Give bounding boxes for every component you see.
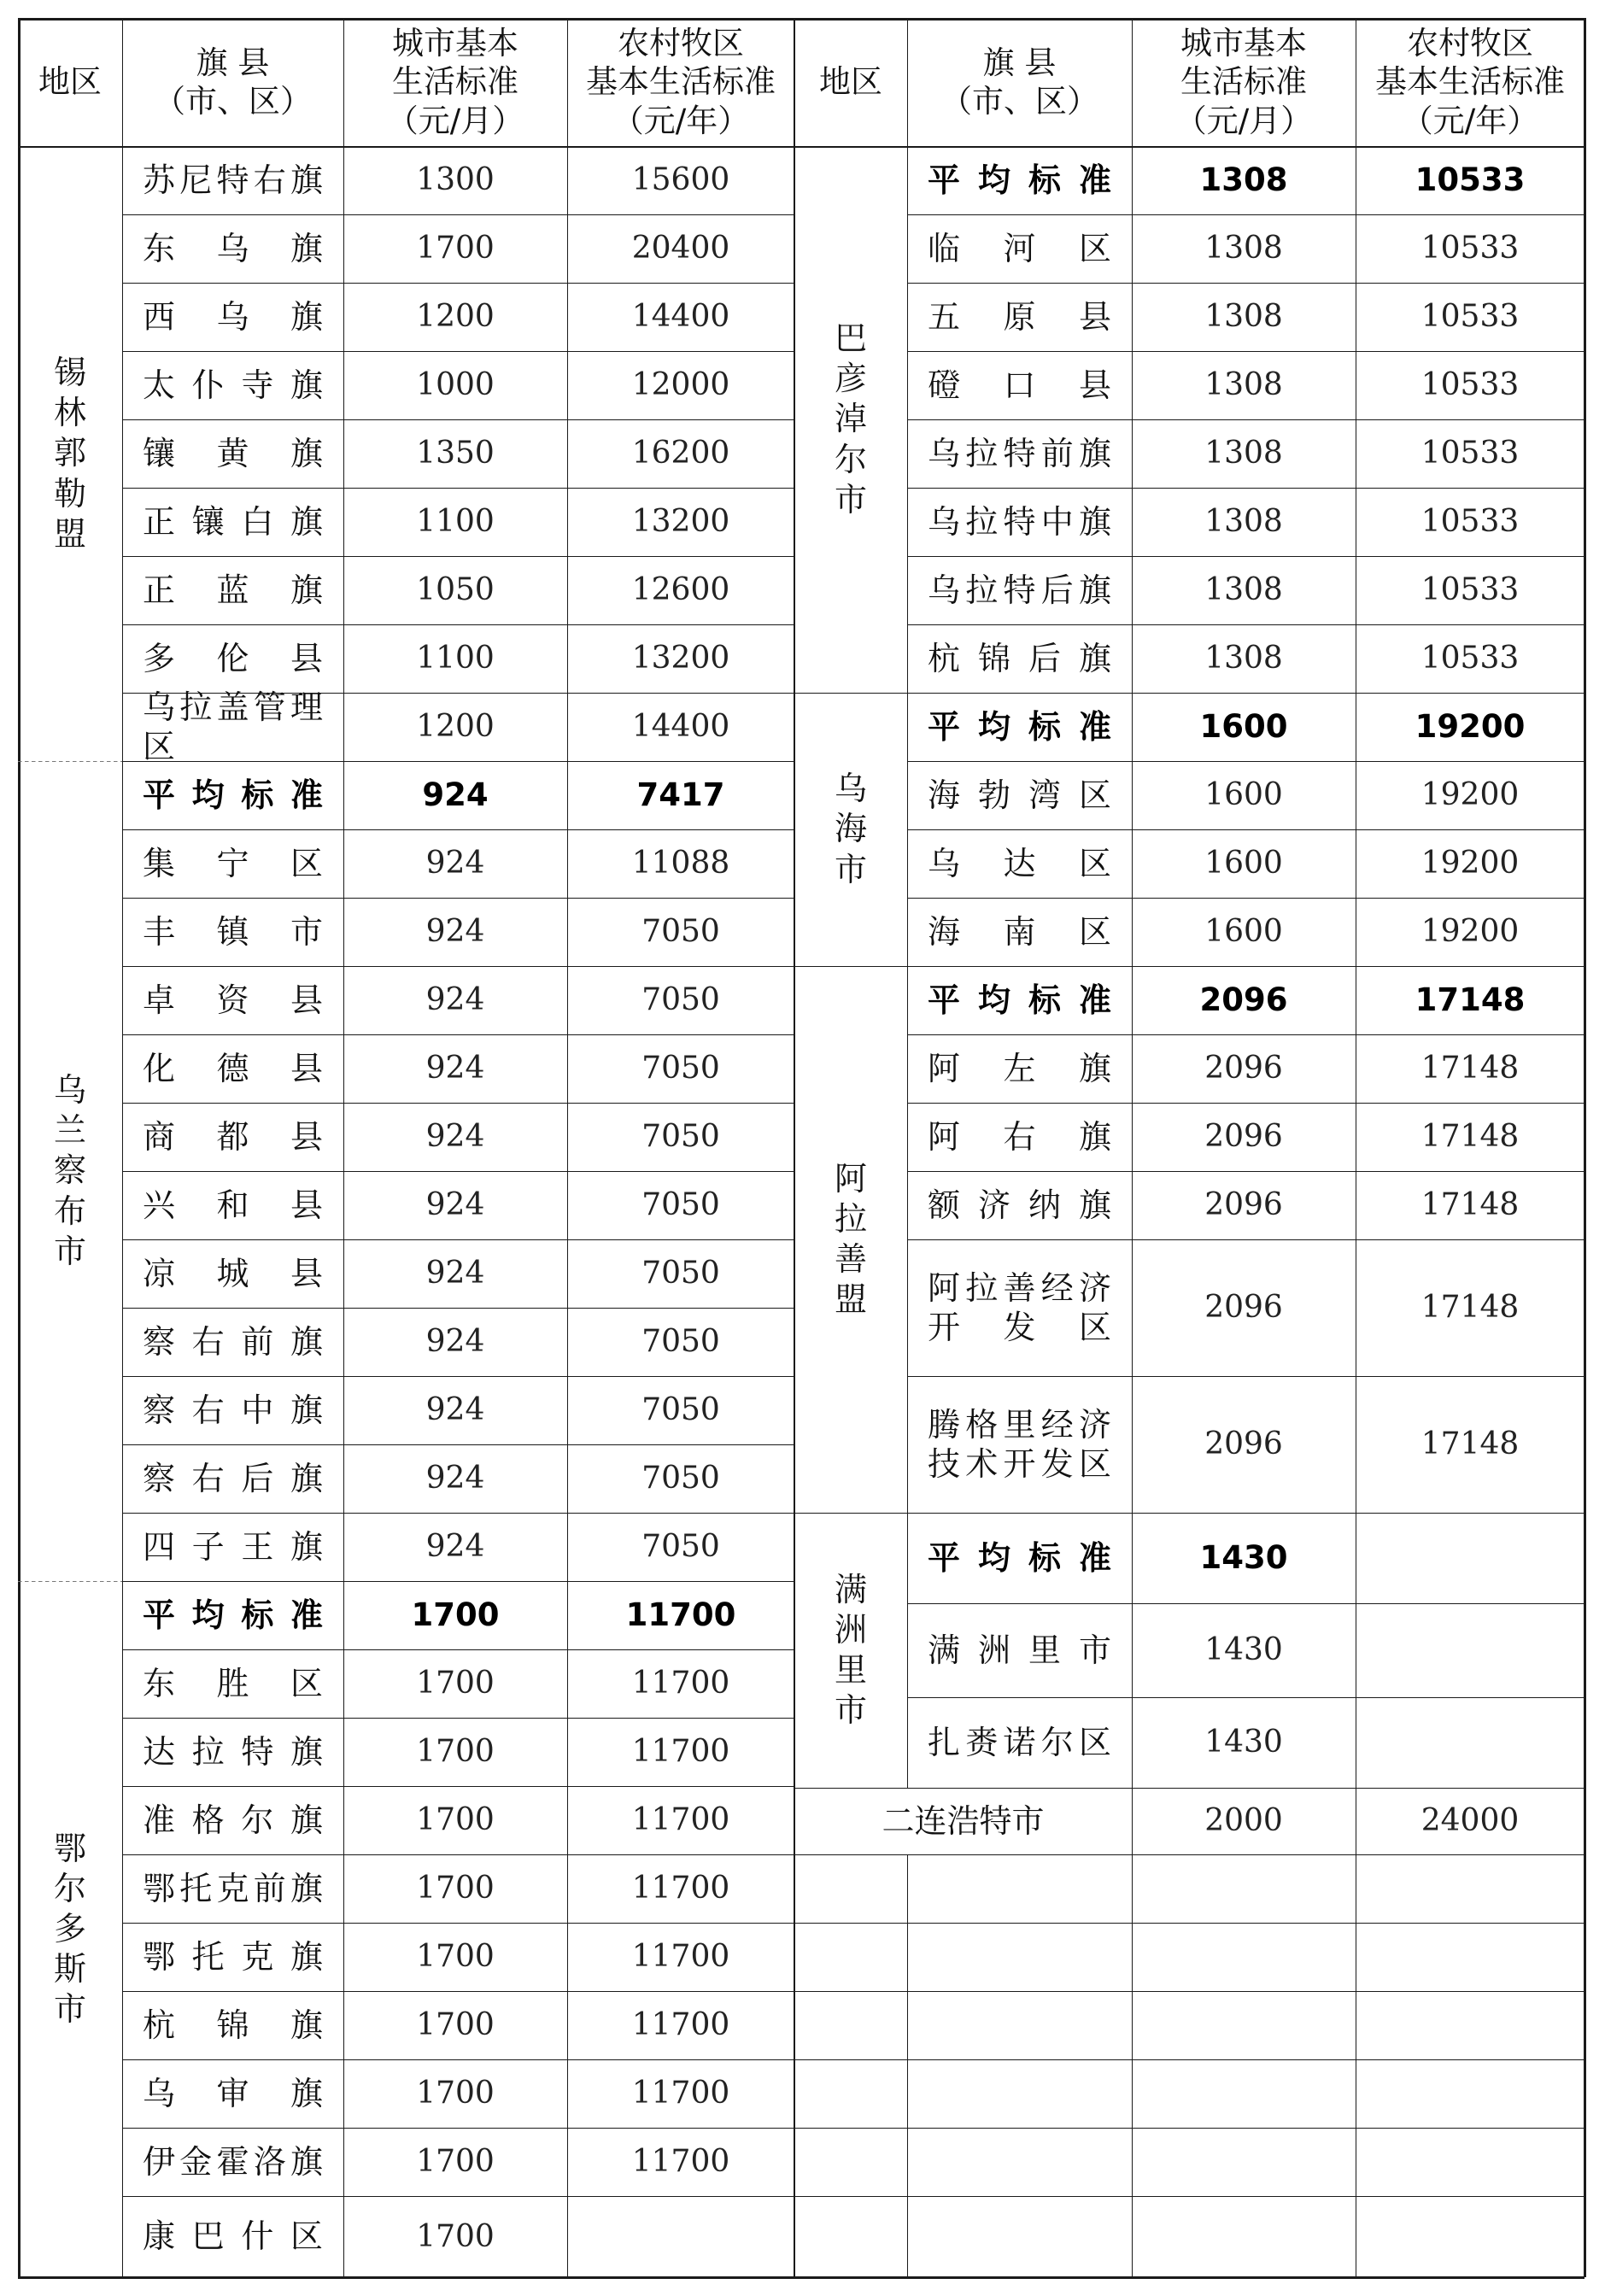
right-row-1-rural: 10533 (1420, 231, 1520, 266)
right-row-12-rural: 17148 (1415, 981, 1526, 1019)
left-row-7-rural: 13200 (631, 641, 730, 676)
right-row-2-name (907, 283, 1132, 351)
right-row-15-name-text: 额济纳旗 (928, 1186, 1111, 1224)
county-name-line: 腾格里经济 (928, 1405, 1111, 1444)
left-row-27-name-text: 杭锦旗 (143, 2006, 323, 2044)
left-row-13-rural: 7050 (641, 1051, 720, 1086)
left-row-1-name-text: 东乌旗 (143, 229, 323, 267)
left-row-7-urban: 1100 (416, 641, 495, 676)
left-row-16-name (122, 1239, 343, 1308)
left-row-14-rural: 7050 (641, 1119, 720, 1155)
left-row-10-urban: 924 (425, 846, 485, 882)
left-row-22-urban: 1700 (416, 1666, 495, 1702)
right-row-18-rural (1356, 1513, 1584, 1603)
left-row-26-urban: 1700 (416, 1939, 495, 1975)
right-row-9-name (907, 761, 1132, 829)
right-row-16-urban: 2096 (1204, 1290, 1283, 1326)
left-row-22-rural: 11700 (631, 1666, 730, 1702)
right-row-17-rural: 17148 (1420, 1426, 1520, 1462)
left-row-29-name-text: 伊金霍洛旗 (143, 2142, 323, 2181)
right-empty-row-rule (794, 1923, 1584, 1924)
right-row-17-name-text (928, 1405, 1111, 1485)
right-row-14-name-text: 阿右旗 (928, 1117, 1111, 1156)
left-row-21-rural: 11700 (625, 1596, 736, 1634)
left-row-26-name-text: 鄂托克旗 (143, 1937, 323, 1976)
header-rural-right: 农村牧区 基本生活标准 （元/年） (1375, 25, 1565, 139)
left-row-9-urban: 924 (422, 776, 489, 814)
left-row-3-name-text: 太仆寺旗 (143, 366, 323, 404)
left-row-27-rural: 11700 (631, 2007, 730, 2043)
right-row-9-urban: 1600 (1204, 777, 1283, 813)
header-region-left: 地区 (38, 63, 102, 101)
right-row-9-rural: 19200 (1420, 777, 1520, 813)
left-row-2-name-text: 西乌旗 (143, 297, 323, 336)
right-row-0-urban: 1308 (1199, 161, 1288, 199)
left-row-30-name (122, 2196, 343, 2277)
left-row-6-rural: 12600 (631, 572, 730, 608)
right-row-4-urban: 1308 (1204, 436, 1283, 472)
left-row-18-urban: 924 (425, 1392, 485, 1428)
left-row-25-name (122, 1854, 343, 1923)
left-row-12-rural: 7050 (641, 982, 720, 1018)
right-empty-row-rule (794, 2128, 1584, 2129)
left-row-29-rural: 11700 (631, 2144, 730, 2180)
left-row-0-name (122, 146, 343, 214)
right-row-20-name-text: 扎赉诺尔区 (928, 1723, 1111, 1761)
left-row-14-name-text: 商都县 (143, 1117, 323, 1156)
left-row-23-urban: 1700 (416, 1734, 495, 1770)
left-row-8-urban: 1200 (416, 709, 495, 745)
left-row-30-name-text: 康巴什区 (143, 2217, 323, 2256)
right-row-15-name (907, 1171, 1132, 1239)
left-row-15-rural: 7050 (641, 1187, 720, 1223)
right-row-20-urban: 1430 (1204, 1725, 1283, 1760)
left-region-0: 锡 林 郭 勒 盟 (53, 354, 86, 553)
header-region-right: 地区 (819, 63, 882, 101)
right-row-11-name (907, 898, 1132, 966)
right-row-19-name-text: 满洲里市 (928, 1631, 1111, 1669)
left-row-13-urban: 924 (425, 1051, 485, 1086)
left-row-0-urban: 1300 (416, 162, 495, 198)
left-row-12-name-text: 卓资县 (143, 981, 323, 1019)
left-row-11-name (122, 898, 343, 966)
county-name-line: 开发区 (928, 1309, 1111, 1346)
right-row-rule (794, 1854, 1584, 1855)
right-row-19-rural (1356, 1603, 1584, 1697)
left-row-9-name-text: 平均标准 (143, 776, 323, 814)
right-row-6-rural: 10533 (1420, 572, 1520, 608)
left-row-27-name (122, 1991, 343, 2059)
right-empty-row-rule (794, 2059, 1584, 2060)
right-row-16-name (907, 1239, 1132, 1376)
left-row-4-urban: 1350 (416, 436, 495, 472)
left-row-4-name (122, 419, 343, 488)
right-row-12-name (907, 966, 1132, 1034)
right-row-4-name-text: 乌拉特前旗 (928, 434, 1111, 472)
right-row-6-name-text: 乌拉特后旗 (928, 571, 1111, 609)
left-row-12-name (122, 966, 343, 1034)
left-row-4-name-text: 镶黄旗 (143, 434, 323, 472)
left-row-17-rural: 7050 (641, 1324, 720, 1360)
left-row-13-name (122, 1034, 343, 1103)
left-row-22-name (122, 1649, 343, 1718)
right-row-19-name (907, 1603, 1132, 1697)
right-row-20-rural (1356, 1697, 1584, 1788)
right-row-13-name (907, 1034, 1132, 1103)
right-row-4-name (907, 419, 1132, 488)
left-row-25-rural: 11700 (631, 1871, 730, 1906)
right-empty-row-rule (794, 1991, 1584, 1992)
left-row-15-urban: 924 (425, 1187, 485, 1223)
county-name-line: 阿拉善经济 (928, 1268, 1111, 1307)
right-row-13-urban: 2096 (1204, 1051, 1283, 1086)
left-row-9-rural: 7417 (636, 776, 725, 814)
left-region-1: 乌 兰 察 布 市 (53, 1071, 86, 1270)
right-row-18-name-text: 平均标准 (928, 1538, 1111, 1577)
right-row-20-name (907, 1697, 1132, 1788)
left-row-28-urban: 1700 (416, 2076, 495, 2112)
right-row-3-name (907, 351, 1132, 419)
right-row-5-rural: 10533 (1420, 504, 1520, 540)
left-row-16-urban: 924 (425, 1256, 485, 1292)
left-row-23-name (122, 1718, 343, 1786)
right-row-9-name-text: 海勃湾区 (928, 776, 1111, 814)
header-urban-left: 城市基本 生活标准 （元/月） (386, 25, 524, 139)
left-row-20-rural: 7050 (641, 1529, 720, 1565)
right-row-3-urban: 1308 (1204, 367, 1283, 403)
right-row-7-name-text: 杭锦后旗 (928, 639, 1111, 677)
left-row-3-urban: 1000 (416, 367, 495, 403)
left-row-6-name-text: 正蓝旗 (143, 571, 323, 609)
right-row-5-name-text: 乌拉特中旗 (928, 502, 1111, 541)
header-county-left: 旗 县 （市、区） (154, 44, 312, 120)
left-row-21-name (122, 1581, 343, 1649)
right-row-10-name (907, 829, 1132, 898)
left-row-6-name (122, 556, 343, 624)
left-row-3-name (122, 351, 343, 419)
right-row-18-name (907, 1513, 1132, 1603)
left-row-28-name-text: 乌审旗 (143, 2074, 323, 2112)
right-row-10-rural: 19200 (1420, 846, 1520, 882)
left-row-29-name (122, 2128, 343, 2196)
right-row-0-name-text: 平均标准 (928, 161, 1111, 199)
left-row-19-urban: 924 (425, 1461, 485, 1496)
left-row-5-name-text: 正镶白旗 (143, 502, 323, 541)
left-row-13-name-text: 化德县 (143, 1049, 323, 1087)
left-row-7-name-text: 多伦县 (143, 639, 323, 677)
left-row-21-name-text: 平均标准 (143, 1596, 323, 1634)
right-row-16-name-text (928, 1268, 1111, 1348)
left-row-15-name (122, 1171, 343, 1239)
right-row-1-name-text: 临河区 (928, 229, 1111, 267)
left-row-14-urban: 924 (425, 1119, 485, 1155)
right-row-13-name-text: 阿左旗 (928, 1049, 1111, 1087)
left-row-1-name (122, 214, 343, 283)
left-row-2-rural: 14400 (631, 299, 730, 335)
left-row-2-name (122, 283, 343, 351)
right-row-6-urban: 1308 (1204, 572, 1283, 608)
header-county-right: 旗 县 （市、区） (940, 44, 1098, 120)
left-row-20-name (122, 1513, 343, 1581)
left-row-11-urban: 924 (425, 914, 485, 950)
left-row-22-name-text: 东胜区 (143, 1664, 323, 1702)
right-row-1-name (907, 214, 1132, 283)
right-row-12-name-text: 平均标准 (928, 981, 1111, 1019)
left-row-18-rural: 7050 (641, 1392, 720, 1428)
left-row-19-name-text: 察右后旗 (143, 1459, 323, 1497)
left-row-16-rural: 7050 (641, 1256, 720, 1292)
right-row-10-name-text: 乌达区 (928, 844, 1111, 882)
left-row-26-rural: 11700 (631, 1939, 730, 1975)
right-row-15-rural: 17148 (1420, 1187, 1520, 1223)
header-urban-right: 城市基本 生活标准 （元/月） (1174, 25, 1313, 139)
right-row-11-rural: 19200 (1420, 914, 1520, 950)
right-row-1-urban: 1308 (1204, 231, 1283, 266)
left-row-28-name (122, 2059, 343, 2128)
left-row-10-name-text: 集宁区 (143, 844, 323, 882)
left-row-8-name (122, 688, 343, 765)
left-row-24-rural: 11700 (631, 1802, 730, 1838)
left-row-18-name (122, 1376, 343, 1444)
left-row-29-urban: 1700 (416, 2144, 495, 2180)
left-row-26-name (122, 1923, 343, 1991)
left-row-5-urban: 1100 (416, 504, 495, 540)
right-row-2-urban: 1308 (1204, 299, 1283, 335)
left-row-5-name (122, 488, 343, 556)
left-row-21-urban: 1700 (411, 1596, 500, 1634)
left-row-9-name (122, 761, 343, 829)
right-row-11-name-text: 海南区 (928, 912, 1111, 951)
left-row-12-urban: 924 (425, 982, 485, 1018)
left-row-20-name-text: 四子王旗 (143, 1527, 323, 1566)
left-row-28-rural: 11700 (631, 2076, 730, 2112)
right-row-17-name (907, 1376, 1132, 1513)
left-row-27-urban: 1700 (416, 2007, 495, 2043)
left-row-14-name (122, 1103, 343, 1171)
left-row-16-name-text: 凉城县 (143, 1254, 323, 1292)
right-row-2-rural: 10533 (1420, 299, 1520, 335)
left-row-23-name-text: 达拉特旗 (143, 1732, 323, 1771)
right-row-7-name (907, 624, 1132, 693)
left-row-30-rural (567, 2196, 794, 2277)
right-row-21-rural: 24000 (1420, 1803, 1520, 1839)
left-row-25-urban: 1700 (416, 1871, 495, 1906)
left-row-17-name (122, 1308, 343, 1376)
left-row-8-rural: 14400 (631, 709, 730, 745)
header-rural-left: 农村牧区 基本生活标准 （元/年） (586, 25, 776, 139)
left-row-30-urban: 1700 (416, 2218, 495, 2254)
right-row-3-name-text: 磴口县 (928, 366, 1111, 404)
left-row-2-urban: 1200 (416, 299, 495, 335)
right-row-21-urban: 2000 (1204, 1803, 1283, 1839)
right-row-14-rural: 17148 (1420, 1119, 1520, 1155)
right-row-8-name (907, 693, 1132, 761)
right-row-10-urban: 1600 (1204, 846, 1283, 882)
left-row-0-name-text: 苏尼特右旗 (143, 161, 323, 199)
right-row-7-urban: 1308 (1204, 641, 1283, 676)
left-row-6-urban: 1050 (416, 572, 495, 608)
right-region-3: 满 洲 里 市 (834, 1570, 867, 1730)
left-row-17-urban: 924 (425, 1324, 485, 1360)
left-row-11-name-text: 丰镇市 (143, 912, 323, 951)
left-region-2: 鄂 尔 多 斯 市 (53, 1829, 86, 2029)
left-row-10-rural: 11088 (631, 846, 730, 882)
left-row-10-name (122, 829, 343, 898)
right-row-4-rural: 10533 (1420, 436, 1520, 472)
right-row-17-urban: 2096 (1204, 1426, 1283, 1462)
right-row-0-rural: 10533 (1415, 161, 1526, 199)
right-row-5-urban: 1308 (1204, 504, 1283, 540)
left-row-20-urban: 924 (425, 1529, 485, 1565)
right-row-15-urban: 2096 (1204, 1187, 1283, 1223)
right-row-8-name-text: 平均标准 (928, 707, 1111, 746)
left-row-4-rural: 16200 (631, 436, 730, 472)
right-col-rule-region-lower (907, 1854, 908, 2277)
left-row-18-name-text: 察右中旗 (143, 1391, 323, 1429)
left-row-8-name-text: 乌拉盖管理区 (143, 688, 323, 765)
left-row-3-rural: 12000 (631, 367, 730, 403)
right-region-1: 乌 海 市 (834, 770, 867, 888)
left-row-1-rural: 20400 (631, 231, 730, 266)
right-row-0-name (907, 146, 1132, 214)
county-name-line: 技术开发区 (928, 1445, 1111, 1483)
left-row-5-rural: 13200 (631, 504, 730, 540)
right-row-18-urban: 1430 (1199, 1539, 1288, 1577)
left-row-17-name-text: 察右前旗 (143, 1322, 323, 1361)
right-row-3-rural: 10533 (1420, 367, 1520, 403)
right-row-2-name-text: 五原县 (928, 297, 1111, 336)
right-row-16-rural: 17148 (1420, 1290, 1520, 1326)
left-row-24-name-text: 准格尔旗 (143, 1801, 323, 1839)
right-row-14-urban: 2096 (1204, 1119, 1283, 1155)
right-empty-row-rule (794, 2196, 1584, 2197)
left-row-25-name-text: 鄂托克前旗 (143, 1869, 323, 1907)
right-region-2: 阿 拉 善 盟 (834, 1159, 867, 1319)
left-row-1-urban: 1700 (416, 231, 495, 266)
left-row-19-name (122, 1444, 343, 1513)
right-row-19-urban: 1430 (1204, 1632, 1283, 1668)
left-row-24-urban: 1700 (416, 1802, 495, 1838)
right-row-11-urban: 1600 (1204, 914, 1283, 950)
right-region-0: 巴 彦 淖 尔 市 (834, 319, 867, 518)
left-row-15-name-text: 兴和县 (143, 1186, 323, 1224)
right-row-8-urban: 1600 (1199, 708, 1288, 746)
right-row-5-name (907, 488, 1132, 556)
right-row-8-rural: 19200 (1415, 708, 1526, 746)
left-row-0-rural: 15600 (631, 162, 730, 198)
left-row-11-rural: 7050 (641, 914, 720, 950)
left-row-24-name (122, 1786, 343, 1854)
left-row-7-name (122, 624, 343, 693)
left-row-23-rural: 11700 (631, 1734, 730, 1770)
right-row-21-name: 二连浩特市 (882, 1801, 1045, 1840)
right-row-13-rural: 17148 (1420, 1051, 1520, 1086)
right-row-7-rural: 10533 (1420, 641, 1520, 676)
right-row-12-urban: 2096 (1199, 981, 1288, 1019)
right-row-14-name (907, 1103, 1132, 1171)
left-row-19-rural: 7050 (641, 1461, 720, 1496)
right-row-6-name (907, 556, 1132, 624)
